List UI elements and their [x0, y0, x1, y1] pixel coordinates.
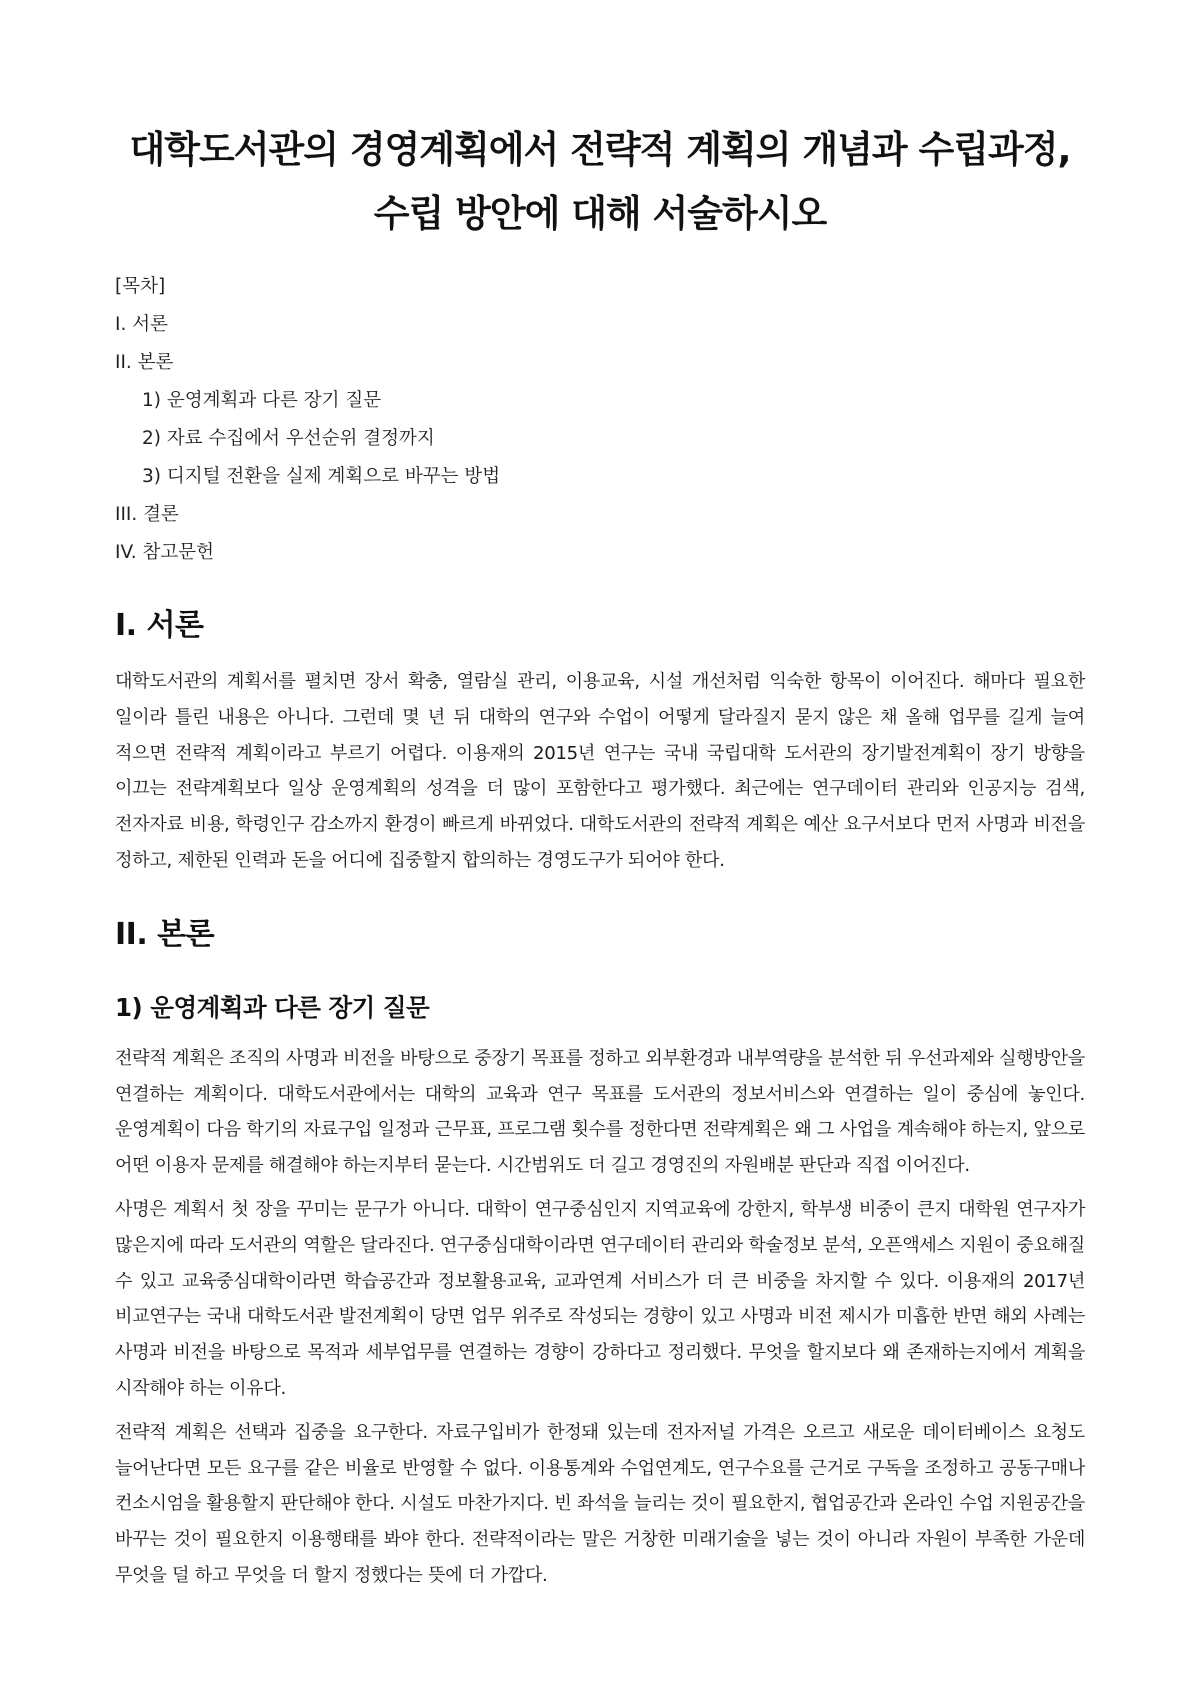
toc-item-subsection-2: 2) 자료 수집에서 우선순위 결정까지: [142, 428, 435, 449]
subsection-1-paragraph-1: 전략적 계획은 조직의 사명과 비전을 바탕으로 중장기 목표를 정하고 외부환경과 내부역량을 분석한 뒤 우선과제와 실행방안을 연결하는 계획이다. 대학도서관에서는 대학의 교육과 연구 목표를 도서관의 정보서비스와 연결하는 일이 중심에 놓인다. 운영계획이 다음 학기의 자료구입 일정과 근무표, 프로그램 횟수를 정한다면 전략계획은 왜 그 사업을 계속해야 하는지, 앞으로 어떤 이용자 문제를 해결해야 하는지부터 묻는다. 시간범위도 더 길고 경영진의 자원배분 판단과 직접 이어진다.: [115, 1047, 1085, 1177]
toc-heading: [목차]: [115, 276, 166, 297]
introduction-paragraph: 대학도서관의 계획서를 펼치면 장서 확충, 열람실 관리, 이용교육, 시설 개선처럼 익숙한 항목이 이어진다. 해마다 필요한 일이라 틀린 내용은 아니다. 그런데 몇 년 뒤 대학의 연구와 수업이 어떻게 달라질지 묻지 않은 채 올해 업무를 길게 늘여 적으면 전략적 계획이라고 부르기 어렵다. 이용재의 2015년 연구는 국내 국립대학 도서관의 장기발전계획이 장기 방향을 이끄는 전략계획보다 일상 운영계획의 성격을 더 많이 포함한다고 평가했다. 최근에는 연구데이터 관리와 인공지능 검색, 전자자료 비용, 학령인구 감소까지 환경이 빠르게 바뀌었다. 대학도서관의 전략적 계획은 예산 요구서보다 먼저 사명과 비전을 정하고, 제한된 인력과 돈을 어디에 집중할지 합의하는 경영도구가 되어야 한다.: [115, 671, 1085, 871]
toc-item-introduction: I. 서론: [115, 314, 168, 335]
subsection-1-paragraph-3: 전략적 계획은 선택과 집중을 요구한다. 자료구입비가 한정돼 있는데 전자저널 가격은 오르고 새로운 데이터베이스 요청도 늘어난다면 모든 요구를 같은 비율로 반영할 수 없다. 이용통계와 수업연계도, 연구수요를 근거로 구독을 조정하고 공동구매나 컨소시엄을 활용할지 판단해야 한다. 시설도 마찬가지다. 빈 좌석을 늘리는 것이 필요한지, 협업공간과 온라인 수업 지원공간을 바꾸는 것이 필요한지 이용행태를 봐야 한다. 전략적이라는 말은 거창한 미래기술을 넣는 것이 아니라 자원이 부족한 가운데 무엇을 덜 하고 무엇을 더 할지 정했다는 뜻에 더 가깝다.: [115, 1421, 1086, 1586]
toc-item-main-body: II. 본론: [115, 352, 174, 373]
subsection-1-paragraph-2: 사명은 계획서 첫 장을 꾸미는 문구가 아니다. 대학이 연구중심인지 지역교육에 강한지, 학부생 비중이 큰지 대학원 연구자가 많은지에 따라 도서관의 역할은 달라진다. 연구중심대학이라면 연구데이터 관리와 학술정보 분석, 오픈액세스 지원이 중요해질 수 있고 교육중심대학이라면 학습공간과 정보활용교육, 교과연계 서비스가 더 큰 비중을 차지할 수 있다. 이용재의 2017년 비교연구는 국내 대학도서관 발전계획이 당면 업무 위주로 작성되는 경향이 있고 사명과 비전 제시가 미흡한 반면 해외 사례는 사명과 비전을 바탕으로 목적과 세부업무를 연결하는 경향이 강하다고 정리했다. 무엇을 할지보다 왜 존재하는지에서 계획을 시작해야 하는 이유다.: [115, 1198, 1085, 1399]
section-heading-introduction: I. 서론: [115, 608, 204, 643]
document-title-line-1: 대학도서관의 경영계획에서 전략적 계획의 개념과 수립과정,: [129, 128, 1071, 171]
subsection-heading-1: 1) 운영계획과 다른 장기 질문: [115, 992, 430, 1022]
toc-item-conclusion: III. 결론: [115, 504, 179, 525]
toc-item-subsection-1: 1) 운영계획과 다른 장기 질문: [142, 390, 382, 411]
document-title: [115, 0, 1085, 246]
toc-item-subsection-3: 3) 디지털 전환을 실제 계획으로 바꾸는 방법: [142, 466, 501, 487]
toc-item-references: IV. 참고문헌: [115, 542, 214, 563]
table-of-contents: [115, 268, 1085, 572]
section-heading-main-body: II. 본론: [115, 916, 215, 952]
document-title-line-2: 수립 방안에 대해 서술하시오: [373, 192, 827, 235]
